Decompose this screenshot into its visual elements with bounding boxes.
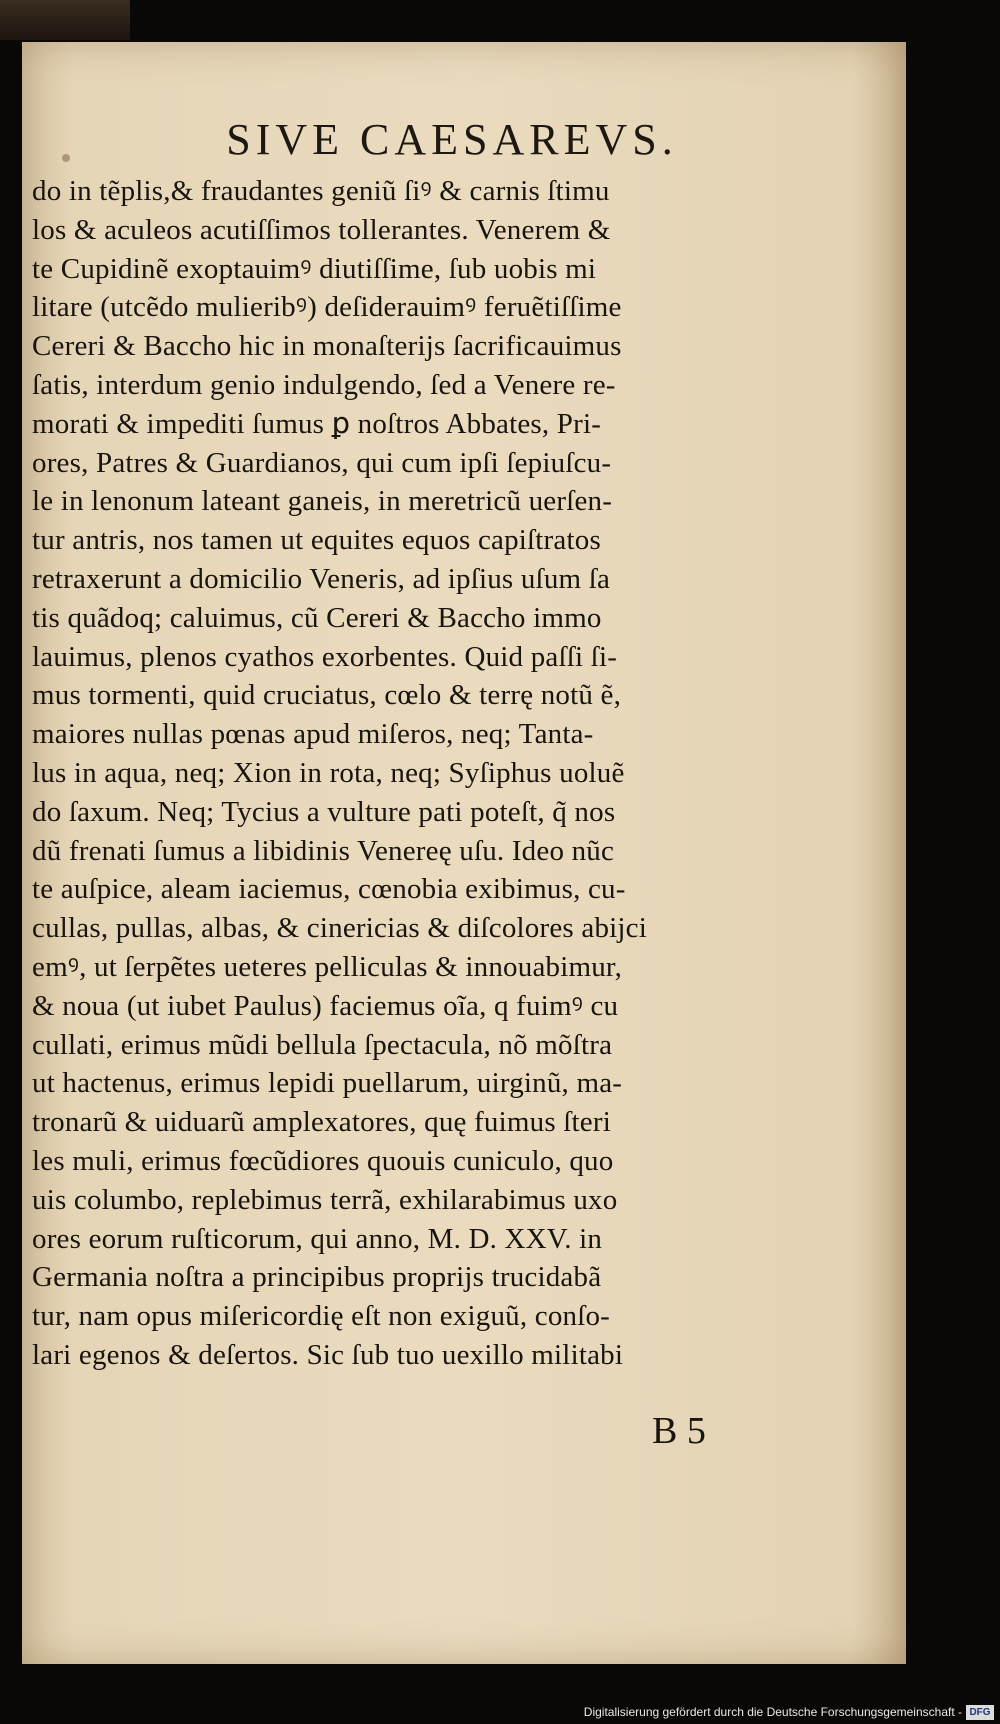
text-line: cullas, pullas, albas, & cinericias & diſcolores abijci (32, 912, 647, 945)
text-line: & noua (ut iubet Paulus) faciemus oĩa, q fuimꝰ cu (32, 989, 619, 1022)
running-head: SIVE CAESAREVS. (226, 115, 678, 164)
body-text (32, 172, 847, 1375)
binding-edge (0, 0, 130, 40)
text-line: uis columbo, replebimus terrã, exhilarabimus uxo (32, 1183, 618, 1216)
text-line: litare (utcẽdo mulieribꝰ) deſiderauimꝰ feruẽtiſſime (32, 291, 622, 324)
text-line: retraxerunt a domicilio Veneris, ad ipſius uſum ſa (32, 562, 611, 595)
text-line: morati & impediti ſumus ꝑ noſtros Abbates, Pri- (32, 407, 602, 440)
book-page (22, 42, 906, 1664)
text-line: ſatis, interdum genio indulgendo, ſed a Venere re- (32, 368, 616, 401)
digitization-footer (0, 1702, 1000, 1724)
signature-mark: B 5 (652, 1410, 706, 1452)
text-line: los & aculeos acutiſſimos tollerantes. Venerem & (32, 213, 611, 246)
text-line: le in lenonum lateant ganeis, in meretricũ uerſen- (32, 485, 613, 518)
text-line: les muli, erimus fœcũdiores quouis cuniculo, quo (32, 1144, 614, 1177)
text-line: Germania noſtra a principibus proprijs trucidabã (32, 1261, 602, 1294)
text-line: tur, nam opus miſericordię eſt non exiguũ, conſo- (32, 1300, 611, 1333)
text-line: ores eorum ruſticorum, qui anno, M. D. XXV. in (32, 1222, 603, 1255)
dfg-logo-icon: DFG (966, 1705, 994, 1720)
text-line: tis quãdoq; caluimus, cũ Cereri & Baccho immo (32, 601, 602, 634)
text-line: ut hactenus, erimus lepidi puellarum, uirginũ, ma- (32, 1067, 623, 1100)
funding-credit: Digitalisierung gefördert durch die Deutsche Forschungsgemeinschaft - (583, 1705, 962, 1719)
text-line: lus in aqua, neq; Xion in rota, neq; Syſiphus uoluẽ (32, 756, 625, 789)
text-line: lauimus, plenos cyathos exorbentes. Quid paſſi ſi- (32, 640, 618, 673)
text-line: dũ frenati ſumus a libidinis Venereę uſu. Ideo nũc (32, 834, 615, 867)
text-line: te Cupidinẽ exoptauimꝰ diutiſſime, ſub uobis mi (32, 252, 597, 285)
text-line: lari egenos & deſertos. Sic ſub tuo uexillo militabi (32, 1338, 624, 1371)
text-line: tur antris, nos tamen ut equites equos capiſtratos (32, 524, 601, 557)
text-line: emꝰ, ut ſerpẽtes ueteres pelliculas & innouabimur, (32, 950, 623, 983)
text-line: do in tẽplis,& fraudantes geniũ ſiꝰ & carnis ſtimu (32, 175, 610, 207)
text-line: te auſpice, aleam iaciemus, cœnobia exibimus, cu- (32, 873, 626, 906)
text-line: mus tormenti, quid cruciatus, cœlo & terrę notũ ẽ, (32, 679, 622, 712)
text-line: ores, Patres & Guardianos, qui cum ipſi ſepiuſcu- (32, 446, 612, 479)
text-line: tronarũ & uiduarũ amplexatores, quę fuimus ſteri (32, 1106, 611, 1139)
text-line: Cereri & Baccho hic in monaſterijs ſacrificauimus (32, 330, 622, 363)
text-line: maiores nullas pœnas apud miſeros, neq; Tanta- (32, 718, 594, 751)
text-line: cullati, erimus mũdi bellula ſpectacula, nõ mõſtra (32, 1028, 613, 1061)
text-line: do ſaxum. Neq; Tycius a vulture pati poteſt, q̃ nos (32, 795, 616, 828)
